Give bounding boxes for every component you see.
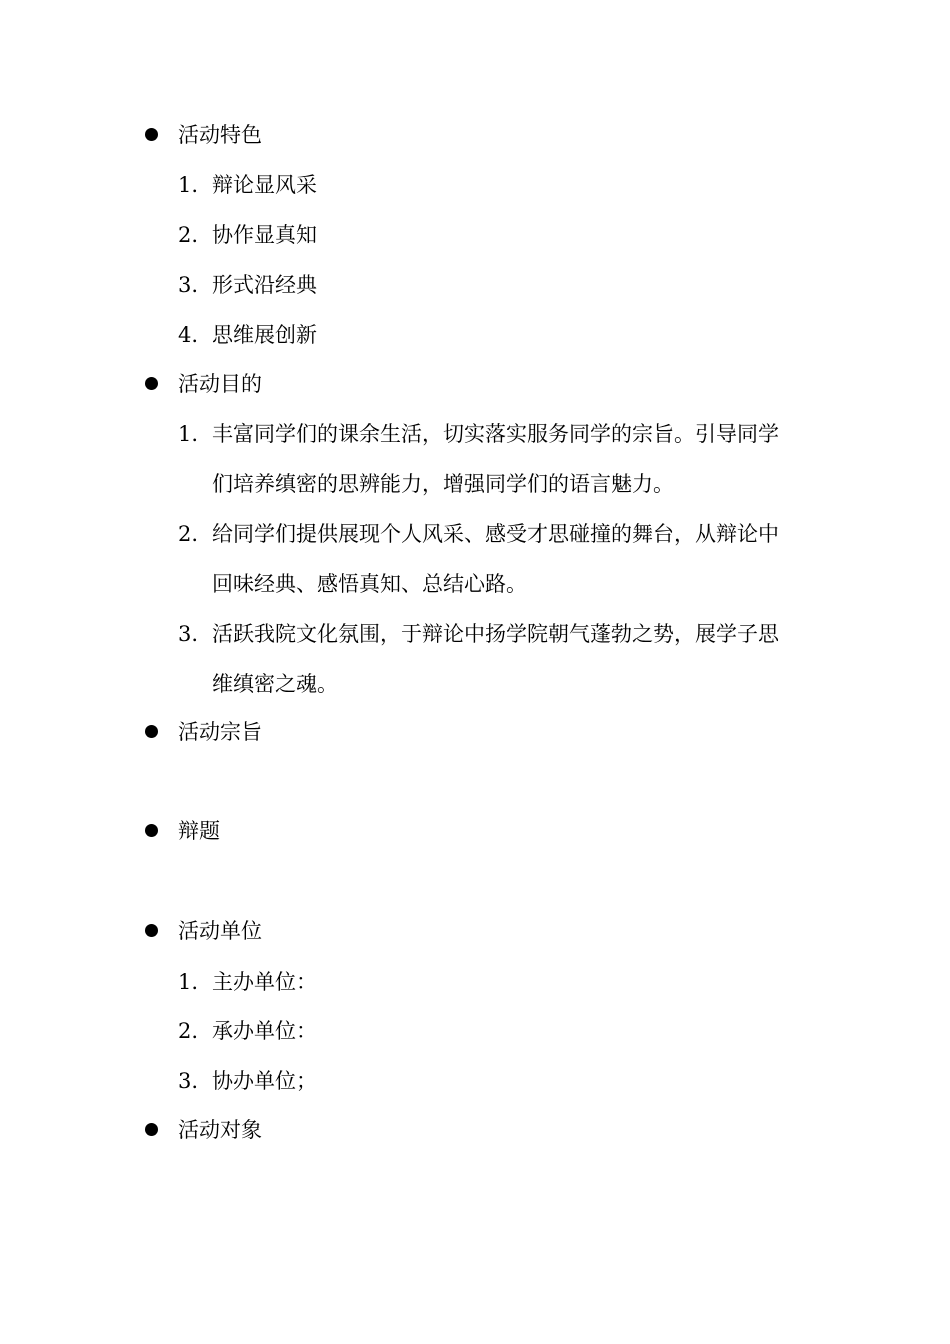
- list-number: 3.: [178, 273, 199, 297]
- list-item-text: 协作显真知: [212, 223, 317, 247]
- section-heading-text: 活动对象: [178, 1118, 262, 1142]
- list-item-continuation: 维缜密之魂。: [212, 672, 338, 696]
- list-number: 1.: [178, 422, 199, 446]
- list-item-text: 活跃我院文化氛围，于辩论中扬学院朝气蓬勃之势，展学子思: [212, 622, 779, 646]
- list-item-text: 形式沿经典: [212, 273, 317, 297]
- list-item-text: 承办单位：: [212, 1019, 317, 1043]
- list-item-text: 给同学们提供展现个人风采、感受才思碰撞的舞台，从辩论中: [212, 522, 779, 546]
- list-item-text: 思维展创新: [212, 323, 317, 347]
- list-number: 2.: [178, 223, 199, 247]
- list-number: 2.: [178, 522, 199, 546]
- list-number: 3.: [178, 622, 199, 646]
- section-heading-text: 辩题: [178, 819, 220, 843]
- bullet-icon: [145, 824, 158, 837]
- bullet-icon: [145, 1123, 158, 1136]
- list-item-text: 主办单位：: [212, 970, 317, 994]
- list-item-continuation: 们培养缜密的思辨能力，增强同学们的语言魅力。: [212, 472, 674, 496]
- list-number: 1.: [178, 970, 199, 994]
- bullet-icon: [145, 725, 158, 738]
- list-item-text: 辩论显风采: [212, 173, 317, 197]
- list-number: 1.: [178, 173, 199, 197]
- bullet-icon: [145, 128, 158, 141]
- list-number: 3.: [178, 1069, 199, 1093]
- section-heading-text: 活动特色: [178, 123, 262, 147]
- list-number: 4.: [178, 323, 199, 347]
- section-heading-text: 活动单位: [178, 919, 262, 943]
- bullet-icon: [145, 377, 158, 390]
- list-item-text: 丰富同学们的课余生活，切实落实服务同学的宗旨。引导同学: [212, 422, 779, 446]
- section-heading-text: 活动目的: [178, 372, 262, 396]
- bullet-icon: [145, 924, 158, 937]
- list-number: 2.: [178, 1019, 199, 1043]
- list-item-continuation: 回味经典、感悟真知、总结心路。: [212, 572, 527, 596]
- section-heading-text: 活动宗旨: [178, 720, 262, 744]
- list-item-text: 协办单位；: [212, 1069, 317, 1093]
